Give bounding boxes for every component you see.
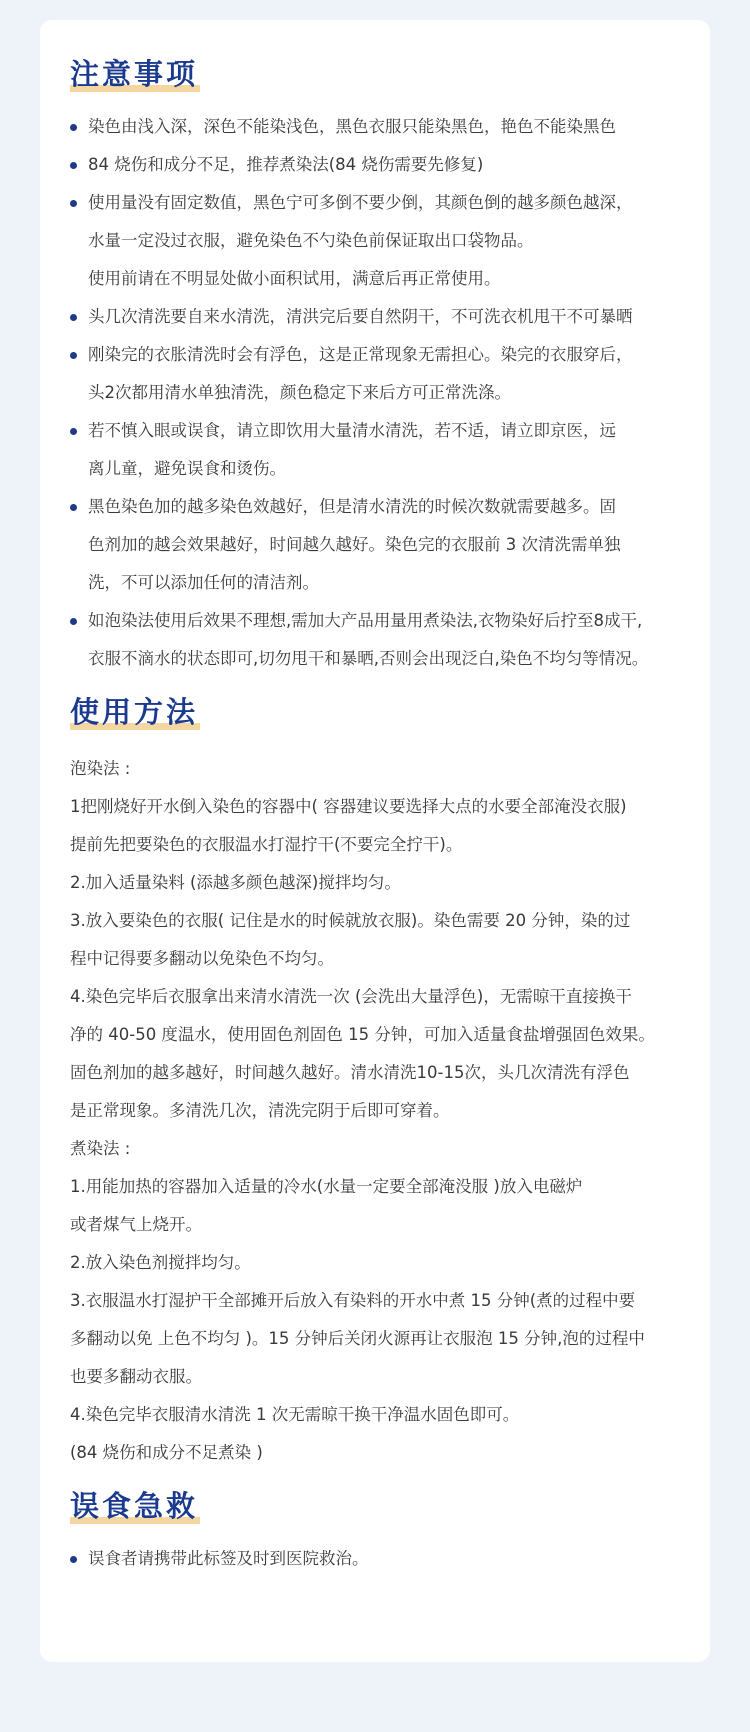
list-item (70, 298, 684, 336)
instruction-line: 泡染法 : (70, 759, 131, 778)
instruction-line: 2.放入染色剂搅拌均匀。 (70, 1253, 251, 1272)
notes-list (70, 108, 684, 678)
list-item-line: 头几次清洗要自来水清洗，清洪完后要自然阴干，不可洗衣机甩干不可暴晒 (88, 307, 633, 326)
instruction-line: 1.用能加热的容器加入适量的冷水(水量一定要全部淹没服 )放入电磁炉 (70, 1177, 583, 1196)
bullet-dot (70, 200, 77, 207)
instruction-line: 4.染色完毕后衣服拿出来清水清洗一次 (会洗出大量浮色)，无需晾干直接换干 (70, 987, 632, 1006)
list-item (70, 602, 684, 678)
list-item (70, 336, 684, 412)
instruction-line: 也要多翻动衣服。 (70, 1367, 202, 1386)
instruction-line: 提前先把要染色的衣服温水打湿拧干(不要完全拧干)。 (70, 835, 463, 854)
list-item-line: 洗，不可以添加任何的清洁剂。 (88, 573, 319, 592)
list-item (70, 184, 684, 298)
bullet-dot (70, 162, 77, 169)
section-title-notes: 注意事项 (70, 57, 199, 91)
list-item (70, 488, 684, 602)
instruction-line: 是正常现象。多清洗几次，清洗完阴于后即可穿着。 (70, 1101, 450, 1120)
instruction-line: 多翻动以免 上色不均匀 )。15 分钟后关闭火源再让衣服泡 15 分钟,泡的过程中 (70, 1329, 645, 1348)
instruction-line: 1把刚烧好开水倒入染色的容器中( 容器建议要选择大点的水要全部淹没衣服) (70, 797, 627, 816)
firstaid-list (70, 1540, 684, 1578)
list-item-line: 如泡染法使用后效果不理想,需加大产品用量用煮染法,衣物染好后拧至8成干, (88, 611, 643, 630)
list-item-line: 黑色染色加的越多染色效越好，但是清水清洗的时候次数就需要越多。固 (88, 497, 616, 516)
bullet-dot (70, 124, 77, 131)
instruction-line: 2.加入适量染料 (添越多颜色越深)搅拌均匀。 (70, 873, 401, 892)
list-item-line: 水量一定没过衣服，避免染色不勺染色前保证取出口袋物品。 (88, 231, 534, 250)
instruction-line: 3.衣服温水打湿护干全部摊开后放入有染料的开水中煮 15 分钟(煮的过程中要 (70, 1291, 636, 1310)
bullet-dot (70, 1556, 77, 1563)
instruction-line: 煮染法 : (70, 1139, 131, 1158)
list-item-line: 84 烧伤和成分不足，推荐煮染法(84 烧伤需要先修复) (88, 155, 484, 174)
bullet-dot (70, 314, 77, 321)
instruction-line: 或者煤气上烧开。 (70, 1215, 202, 1234)
instruction-line: 程中记得要多翻动以免染色不均匀。 (70, 949, 334, 968)
list-item-line: 染色由浅入深，深色不能染浅色，黑色衣服只能染黑色，艳色不能染黑色 (88, 117, 616, 136)
list-item (70, 108, 684, 146)
list-item-line: 离儿童，避免误食和烫伤。 (88, 459, 286, 478)
bullet-dot (70, 428, 77, 435)
usage-instructions (70, 750, 684, 1472)
bullet-dot (70, 618, 77, 625)
instruction-line: 净的 40-50 度温水，使用固色剂固色 15 分钟，可加入适量食盐增强固色效果。 (70, 1025, 655, 1044)
list-item-line: 误食者请携带此标签及时到医院救治。 (88, 1549, 369, 1568)
list-item (70, 1540, 684, 1578)
list-item-line: 刚染完的衣胀清洗时会有浮色，这是正常现象无需担心。染完的衣服穿后， (88, 345, 633, 364)
instruction-line: 3.放入要染色的衣服( 记住是水的时候就放衣服)。染色需要 20 分钟，染的过 (70, 911, 631, 930)
instruction-line: (84 烧伤和成分不足煮染 ) (70, 1443, 263, 1462)
bullet-dot (70, 352, 77, 359)
list-item (70, 146, 684, 184)
list-item-line: 头2次都用清水单独清洗，颜色稳定下来后方可正常洗涤。 (88, 383, 511, 402)
instruction-line: 固色剂加的越多越好，时间越久越好。清水清洗10-15次，头几次清洗有浮色 (70, 1063, 630, 1082)
content-card (40, 20, 710, 1662)
section-title-firstaid: 误食急救 (70, 1489, 199, 1523)
list-item-line: 衣服不滴水的状态即可,切勿甩干和暴晒,否则会出现泛白,染色不均匀等情况。 (88, 649, 649, 668)
section-title-usage: 使用方法 (70, 695, 199, 729)
list-item-line: 使用前请在不明显处做小面积试用，满意后再正常使用。 (88, 269, 501, 288)
list-item-line: 使用量没有固定数值，黑色宁可多倒不要少倒，其颜色倒的越多颜色越深， (88, 193, 633, 212)
bullet-dot (70, 504, 77, 511)
list-item-line: 若不慎入眼或误食，请立即饮用大量清水清洗，若不适，请立即京医，远 (88, 421, 616, 440)
list-item (70, 412, 684, 488)
instruction-line: 4.染色完毕衣服清水清洗 1 次无需晾干换干净温水固色即可。 (70, 1405, 520, 1424)
list-item-line: 色剂加的越会效果越好，时间越久越好。染色完的衣服前 3 次清洗需单独 (88, 535, 621, 554)
